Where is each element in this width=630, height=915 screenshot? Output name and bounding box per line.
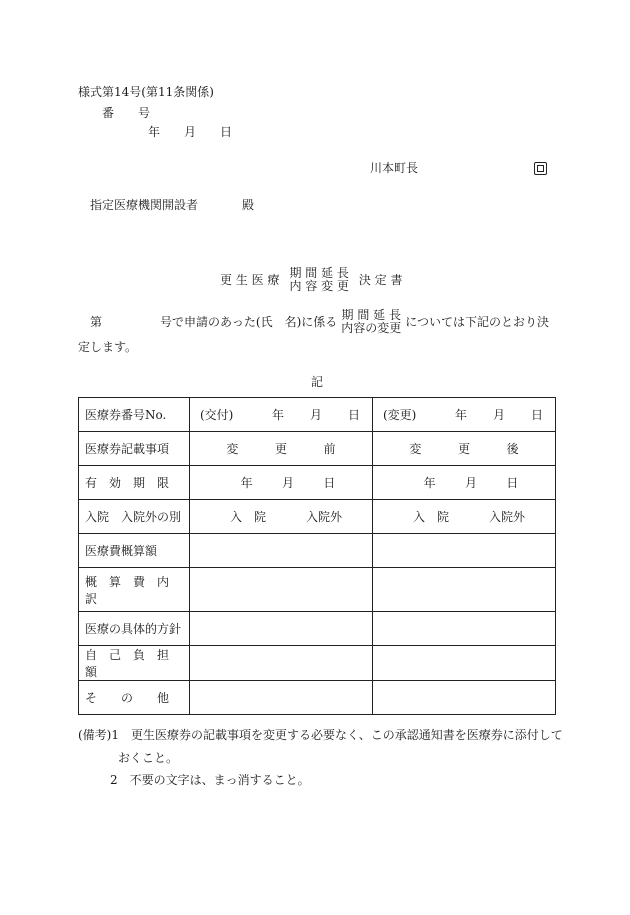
table-row (79, 534, 556, 568)
detail-table (78, 397, 556, 715)
note-1 (78, 729, 563, 741)
cell-text: 月 (464, 476, 477, 490)
row-label: 医療券記載事項 (79, 432, 190, 466)
row-left-cell (190, 681, 373, 715)
row-left-cell (190, 500, 373, 534)
note-2 (110, 774, 310, 786)
document-title (220, 267, 403, 293)
title-prefix: 更 生 医 療 (220, 273, 280, 287)
row-right-cell (373, 466, 556, 500)
body-part1: 第 (90, 315, 103, 329)
issuer-name: 川本町長 (370, 161, 419, 175)
row-right-cell (373, 612, 556, 646)
row-left-cell (190, 466, 373, 500)
cell-text: (変更) (383, 408, 417, 422)
honorific: 殿 (242, 198, 255, 212)
addressee: 指定医療機関開設者 (90, 198, 199, 212)
note-1-text: 更生医療券の記載事項を変更する必要なく、この承認通知書を医療券に添付して (131, 728, 563, 742)
row-label: 概 算 費 内 訳 (79, 568, 190, 612)
title-suffix: 決 定 書 (358, 273, 403, 287)
cell-text: 月 (309, 408, 322, 422)
table-row (79, 612, 556, 646)
title-stack-bottom: 内 容 変 更 (289, 279, 349, 293)
table-row (79, 646, 556, 681)
table-row (79, 398, 556, 432)
table-row (79, 466, 556, 500)
row-left-cell (190, 398, 373, 432)
row-left-cell (190, 534, 373, 568)
cell-text: 変 (409, 442, 422, 456)
cell-text: 変 (226, 442, 239, 456)
row-label: そ の 他 (79, 681, 190, 715)
row-right-cell (373, 500, 556, 534)
document-date-line: 年 月 日 (148, 125, 233, 139)
cell-text: 年 (423, 476, 436, 490)
note-2-number: 2 (110, 773, 118, 787)
row-left-cell (190, 646, 373, 681)
cell-text: 更 (274, 442, 287, 456)
row-right-cell (373, 398, 556, 432)
row-right-cell (373, 534, 556, 568)
notes-prefix: (備考) (78, 728, 112, 742)
form-label: 様式第14号(第11条関係) (78, 85, 214, 99)
note-1-number: 1 (111, 728, 120, 742)
note-1-continuation: おくこと。 (118, 751, 179, 765)
cell-text: 日 (347, 408, 360, 422)
cell-text: (交付) (200, 408, 234, 422)
body-part2: 号で申請のあった(氏 名)に係る (160, 315, 338, 329)
table-row (79, 568, 556, 612)
cell-text: 入 院 (230, 510, 267, 524)
cell-text: 更 (457, 442, 470, 456)
row-label: 医療券番号No. (79, 398, 190, 432)
cell-text: 入院外 (489, 510, 526, 524)
row-right-cell (373, 646, 556, 681)
body-stack-bottom: 内容の変更 (341, 321, 402, 335)
row-right-cell (373, 568, 556, 612)
seal-icon (534, 162, 547, 177)
row-label: 医療費概算額 (79, 534, 190, 568)
row-left-cell (190, 432, 373, 466)
row-right-cell (373, 681, 556, 715)
cell-text: 年 (454, 408, 467, 422)
row-label: 医療の具体的方針 (79, 612, 190, 646)
cell-text: 入 院 (413, 510, 450, 524)
cell-text: 日 (530, 408, 543, 422)
cell-text: 年 (271, 408, 284, 422)
table-row (79, 432, 556, 466)
row-label: 自 己 負 担 額 (79, 646, 190, 681)
row-left-cell (190, 568, 373, 612)
cell-text: 年 (240, 476, 253, 490)
cell-text: 入院外 (306, 510, 343, 524)
cell-text: 後 (506, 442, 519, 456)
cell-text: 月 (281, 476, 294, 490)
row-label: 入院 入院外の別 (79, 500, 190, 534)
cell-text: 前 (323, 442, 336, 456)
cell-text: 日 (506, 476, 519, 490)
note-2-text: 不要の文字は、まっ消すること。 (129, 773, 310, 787)
cell-text: 日 (323, 476, 336, 490)
title-stack-top: 期 間 延 長 (289, 266, 349, 280)
table-row (79, 500, 556, 534)
body-sentence (90, 309, 549, 335)
row-label: 有 効 期 限 (79, 466, 190, 500)
document-number-line: 番 号 (102, 106, 151, 120)
body-line2: 定します。 (78, 340, 138, 354)
body-stack-top: 期 間 延 長 (341, 308, 401, 322)
table-row (79, 681, 556, 715)
body-stack (341, 309, 401, 335)
row-right-cell (373, 432, 556, 466)
ki-heading: 記 (311, 375, 324, 389)
body-part3: については下記のとおり決 (405, 315, 550, 329)
cell-text: 月 (492, 408, 505, 422)
row-left-cell (190, 612, 373, 646)
title-stack (289, 267, 348, 293)
